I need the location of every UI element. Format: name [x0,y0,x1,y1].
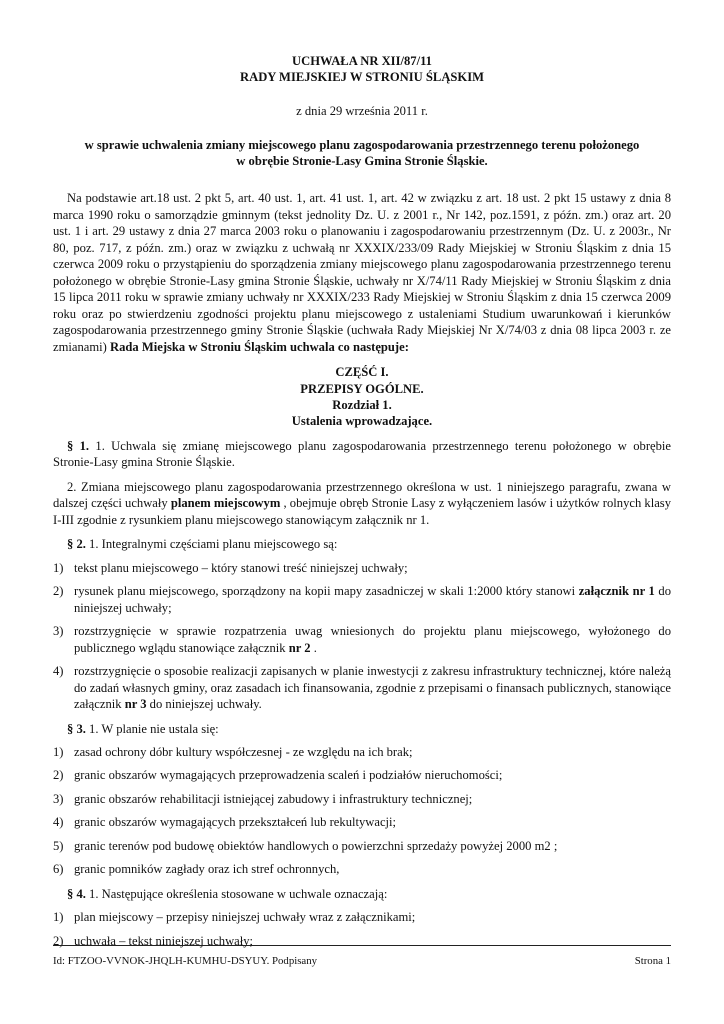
item-number: 1) [53,910,64,925]
list-item [53,909,671,925]
item-text-after: do niniejszej uchwały; [74,584,671,615]
item-text-after: do niniejszej uchwały. [149,697,262,712]
item-text: granic obszarów wymagających przekształceń lub rekultywacji; [74,815,397,830]
list-item [53,623,671,656]
item-number: 2) [53,584,64,599]
item-text-bold: nr 3 [124,697,147,712]
par4-mark: § 4. [67,886,86,901]
list-item [53,767,671,783]
item-number: 4) [53,815,64,830]
par3-mark: § 3. [67,721,86,736]
item-text-before: rozstrzygnięcie w sprawie rozpatrzenia uwag wniesionych do projektu planu miejscowego, wyłożonego do publicznego wglądu stanowiące załącznik [74,624,671,655]
item-number: 2) [53,768,64,783]
list-item [53,814,671,830]
item-text [74,663,671,712]
par2-intro [53,536,671,552]
item-text: tekst planu miejscowego – który stanowi treść niniejszej uchwały; [74,560,408,575]
list-item [53,791,671,807]
list-item [53,663,671,712]
part-label: CZĘŚĆ I. [335,365,389,380]
item-number: 1) [53,560,64,575]
page-number: Strona 1 [634,955,671,967]
item-number: 6) [53,862,64,877]
item-text-bold: nr 2 [288,640,311,655]
item-text-after: . [313,640,317,655]
preamble [53,190,671,355]
item-text-before: rysunek planu miejscowego, sporządzony na kopii mapy zasadniczej w skali 1:2000 który stanowi [74,584,576,599]
item-text: granic obszarów rehabilitacji istniejącej zabudowy i infrastruktury technicznej; [74,791,473,806]
chapter-title: Ustalenia wprowadzające. [291,414,433,429]
subject-line-1: w sprawie uchwalenia zmiany miejscowego planu zagospodarowania przestrzennego terenu położonego [84,137,640,152]
preamble-text: Na podstawie art.18 ust. 2 pkt 5, art. 40 ust. 1, art. 41 ust. 1, art. 42 w związku z art. 18 ust. 2 pkt 15 ustawy z dnia 8 marca 1990 roku o samorządzie gminnym (tekst jednolity Dz. U. z 2001 r., Nr 142, poz.1591, z późn. zm.) oraz art. 20 ust. 1 i art. 29 ustawy z dnia 27 marca 2003 roku o planowaniu i zagospodarowaniu przestrzennym (Dz. U. z 2003r., Nr 80, poz. 717, z późn. zm.) oraz w związku z uchwałą nr XXXIX/233/09 Rady Miejskiej w Stroniu Śląskim z dnia 15 czerwca 2009 roku o przystąpieniu do sporządzenia zmiany miejscowego planu zagospodarowania przestrzennego terenu położonego w obrębie Stronie-Lasy gmina Stronie Śląskie, uchwały nr X/74/11 Rady Miejskiej w Stroniu Śląskim z dnia 15 lipca 2011 roku w sprawie zmiany uchwały nr XXXIX/233 Rady Miejskiej w Stroniu Śląskim z dnia 15 czerwca 2009 roku oraz po stwierdzeniu zgodności projektu planu miejscowego z ustaleniami Studium uwarunkowań i kierunków zagospodarowania przestrzennego gminy Stronie Śląskie (uchwała Rady Miejskiej Nr X/74/03 z dnia 08 lipca 2003 r. ze zmianami) [53,191,671,354]
item-text-before: rozstrzygnięcie o sposobie realizacji zapisanych w planie inwestycji z zakresu infrastruktury technicznej, które należą do zadań własnych gminy, oraz zasadach ich finansowania, zgodnie z przepisami o finansach publicznych, stanowiące załącznik [74,664,671,712]
par1-ust1 [53,438,671,471]
item-text: granic obszarów wymagających przeprowadzenia scaleń i podziałów nieruchomości; [74,768,503,783]
par1-text1: 1. Uchwala się zmianę miejscowego planu zagospodarowania przestrzennego terenu położonego w obrębie Stronie-Lasy gmina Stronie Śląskie. [53,438,671,470]
subject-line-2: w obrębie Stronie-Lasy Gmina Stronie Śląskie. [236,154,488,169]
chapter-label: Rozdział 1. [332,398,392,412]
item-text-bold: załącznik nr 1 [578,584,655,599]
section-heading [53,364,671,429]
document-page [53,53,671,949]
par2-mark: § 2. [67,537,86,552]
par4-intro [53,886,671,902]
item-text: granic terenów pod budowę obiektów handlowych o powierzchni sprzedaży powyżej 2000 m2 ; [74,838,558,853]
list-item [53,560,671,576]
item-text: uchwała – tekst niniejszej uchwały; [74,933,254,948]
list-item [53,744,671,760]
item-text [74,583,671,616]
part-title: PRZEPISY OGÓLNE. [300,381,424,396]
item-number: 2) [53,933,64,948]
title-line-1: UCHWAŁA NR XII/87/11 [292,54,432,68]
par1-text2-before: 2. Zmiana miejscowego planu zagospodarowania przestrzennego określona w ust. 1 niniejszego paragrafu, zwana w dalszej części uchwały [53,479,671,511]
resolution-date: z dnia 29 września 2011 r. [296,103,428,118]
item-text: plan miejscowy – przepisy niniejszej uchwały wraz z załącznikami; [74,910,416,925]
resolution-title [53,53,671,86]
par3-intro-text: 1. W planie nie ustala się: [89,721,219,736]
par2-intro-text: 1. Integralnymi częściami planu miejscowego są: [89,537,338,552]
item-number: 5) [53,838,64,853]
preamble-closing: Rada Miejska w Stroniu Śląskim uchwala co następuje: [110,339,409,354]
par3-intro [53,721,671,737]
item-text: granic pomników zagłady oraz ich stref ochronnych, [74,862,340,877]
par1-ust2 [53,479,671,528]
par1-text2-bold: planem miejscowym [170,496,281,511]
par1-mark: § 1. [67,438,90,453]
list-item [53,838,671,854]
document-id: Id: FTZOO-VVNOK-JHQLH-KUMHU-DSYUY. Podpisany [53,955,318,967]
title-line-2: RADY MIEJSKIEJ W STRONIU ŚLĄSKIM [240,70,484,85]
item-number: 4) [53,664,64,679]
item-number: 1) [53,744,64,759]
resolution-subject [53,137,671,170]
par4-intro-text: 1. Następujące określenia stosowane w uchwale oznaczają: [89,886,388,901]
item-number: 3) [53,791,64,806]
item-text: zasad ochrony dóbr kultury współczesnej - ze względu na ich brak; [74,744,413,759]
list-item [53,861,671,877]
item-text [74,623,671,656]
page-footer [53,945,671,969]
item-number: 3) [53,624,64,639]
list-item [53,583,671,616]
par1-text2-after: , obejmuje obręb Stronie Lasy z wyłączeniem lasów i użytków rolnych klasy I-III zgodnie z rysunkiem planu miejscowego stanowiącym załącznik nr 1. [53,496,671,527]
